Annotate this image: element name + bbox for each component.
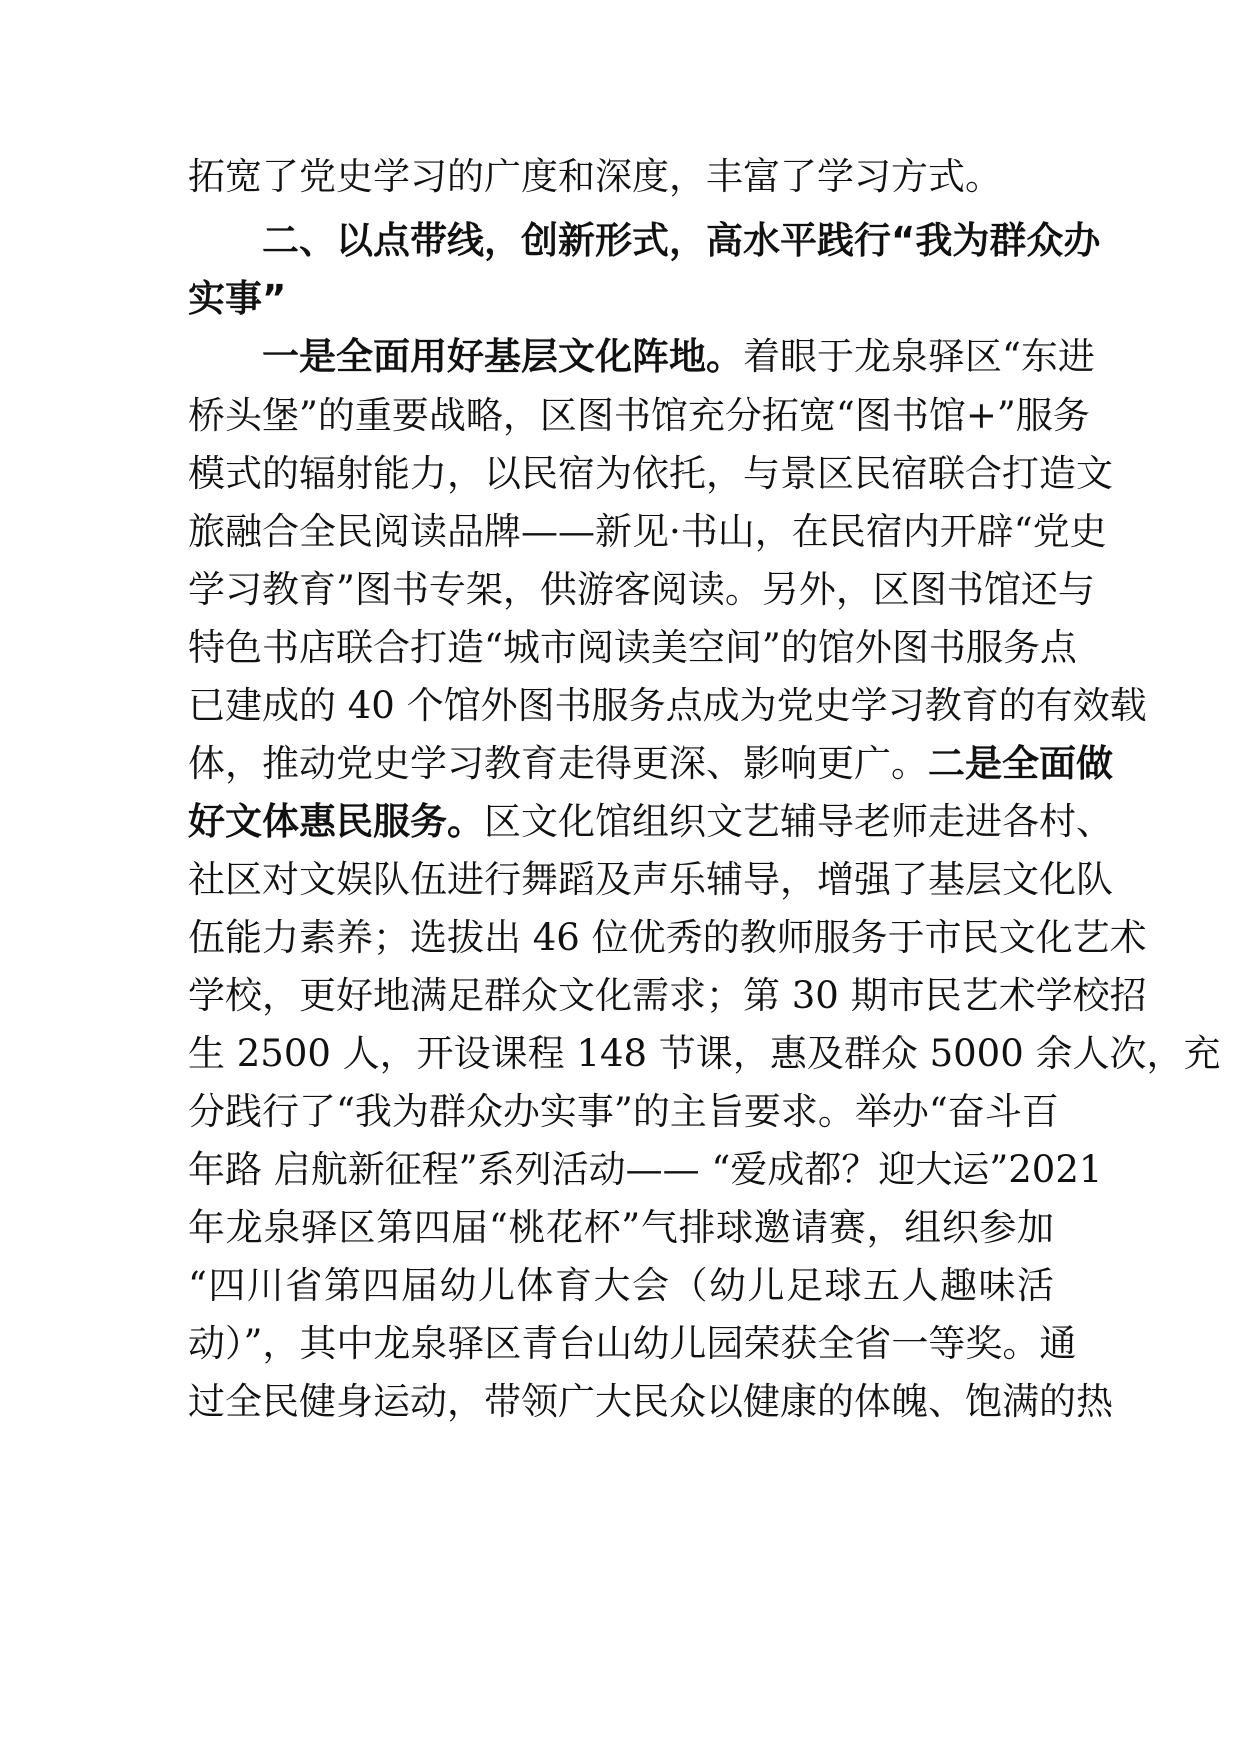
section-heading-line-2 (188, 266, 1054, 332)
subheading-1: 一是全面用好基层文化阵地。 (262, 335, 743, 378)
text-line-19 (188, 1195, 1054, 1261)
line-22-text: 过全民健身运动，带领广大民众以健康的体魄、饱满的热 (188, 1380, 1113, 1423)
section-heading-text-2: 实事” (188, 277, 287, 320)
text-line-8 (188, 557, 1095, 623)
text-line-20 (188, 1253, 1054, 1319)
text-line-10 (188, 673, 1147, 739)
line-8-text: 学习教育”图书专架，供游客阅读。另外，区图书馆还与 (188, 568, 1095, 611)
line-1-text: 拓宽了党史学习的广度和深度，丰富了学习方式。 (188, 155, 1002, 198)
text-line-9 (188, 615, 1077, 681)
line-20-text: “四川省第四届幼儿体育大会（幼儿足球五人趣味活 (188, 1264, 1054, 1307)
line-6-text: 模式的辐射能力，以民宿为依托，与景区民宿联合打造文 (188, 452, 1113, 495)
line-21-text: 动）”，其中龙泉驿区青台山幼儿园荣获全省一等奖。通 (188, 1322, 1077, 1365)
text-line-6 (188, 441, 1113, 507)
subheading-2-part-2: 好文体惠民服务。 (188, 800, 484, 843)
text-line-7 (188, 499, 1107, 565)
line-16-text: 生 2500 人，开设课程 148 节课，惠及群众 5000 余人次，充 (188, 1032, 1221, 1075)
text-line-22 (188, 1369, 1113, 1435)
text-line-17 (188, 1079, 1059, 1145)
section-heading-line-1 (262, 208, 1101, 274)
text-line-15 (188, 963, 1147, 1029)
subheading-2-part-1: 二是全面做 (928, 742, 1113, 785)
text-line-14 (188, 905, 1147, 971)
line-13-text: 社区对文娱队伍进行舞蹈及声乐辅导，增强了基层文化队 (188, 858, 1113, 901)
line-15-text: 学校，更好地满足群众文化需求；第 30 期市民艺术学校招 (188, 974, 1147, 1017)
text-line-5 (188, 383, 1090, 449)
text-line-18 (188, 1137, 1103, 1203)
text-line-21 (188, 1311, 1077, 1377)
line-12-text: 区文化馆组织文艺辅导老师走进各村、 (484, 800, 1113, 843)
line-9-text: 特色书店联合打造“城市阅读美空间”的馆外图书服务点 (188, 626, 1077, 669)
line-4-text: 着眼于龙泉驿区“东进 (743, 335, 1095, 378)
line-17-text: 分践行了“我为群众办实事”的主旨要求。举办“奋斗百 (188, 1090, 1059, 1133)
line-5-text: 桥头堡”的重要战略，区图书馆充分拓宽“图书馆+”服务 (188, 394, 1090, 437)
text-line-1 (188, 144, 1054, 210)
line-11-text: 体，推动党史学习教育走得更深、影响更广。 (188, 742, 928, 785)
line-18-text: 年路 启航新征程”系列活动—— “爱成都？迎大运”2021 (188, 1148, 1103, 1191)
text-line-4 (262, 324, 1095, 390)
section-heading-text-1: 二、以点带线，创新形式，高水平践行“我为群众办 (262, 219, 1101, 262)
line-7-text: 旅融合全民阅读品牌——新见·书山，在民宿内开辟“党史 (188, 510, 1107, 553)
line-10-text: 已建成的 40 个馆外图书服务点成为党史学习教育的有效载 (188, 684, 1147, 727)
line-14-text: 伍能力素养；选拔出 46 位优秀的教师服务于市民文化艺术 (188, 916, 1147, 959)
text-line-16 (188, 1021, 1221, 1087)
line-19-text: 年龙泉驿区第四届“桃花杯”气排球邀请赛，组织参加 (188, 1206, 1054, 1249)
text-line-11 (188, 731, 1113, 797)
text-line-13 (188, 847, 1113, 913)
text-line-12 (188, 789, 1113, 855)
